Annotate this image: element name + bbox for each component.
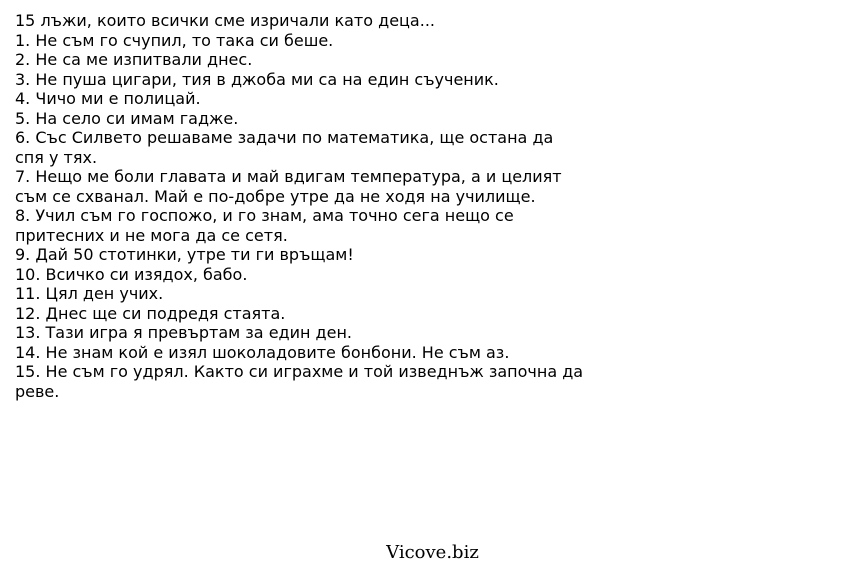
joke-item-13: 13. Тази игра я превъртам за един ден.	[15, 323, 352, 342]
joke-item-15: 15. Не съм го удрял. Както си играхме и той изведнъж започна да реве.	[15, 362, 584, 401]
joke-title: 15 лъжи, които всички сме изричали като деца...	[15, 11, 435, 30]
joke-item-2: 2. Не са ме изпитвали днес.	[15, 50, 253, 69]
joke-item-3: 3. Не пуша цигари, тия в джоба ми са на един съученик.	[15, 69, 499, 89]
joke-item-1: 1. Не съм го счупил, то така си беше.	[15, 30, 334, 50]
joke-item-5: 5. На село си имам гадже.	[15, 108, 239, 128]
joke-item-14: 14. Не знам кой е изял шоколадовите бонбони. Не съм аз.	[15, 342, 510, 362]
joke-item-10: 10. Всичко си изядох, бабо.	[15, 264, 248, 284]
joke-item-12: 12. Днес ще си подредя стаята.	[15, 303, 286, 323]
joke-item-9: 9. Дай 50 стотинки, утре ти ги връщам!	[15, 245, 354, 264]
joke-text	[15, 11, 585, 401]
joke-item-6: 6. Със Силвето решаваме задачи по математика, ще остана да спя у тях.	[15, 128, 554, 167]
site-watermark: Vicove.biz	[386, 542, 479, 563]
joke-item-8: 8. Учил съм го госпожо, и го знам, ама точно сега нещо се притесних и не мога да се сетя.	[15, 206, 514, 245]
joke-item-11: 11. Цял ден учих.	[15, 284, 164, 303]
joke-item-4: 4. Чичо ми е полицай.	[15, 89, 201, 108]
joke-item-7: 7. Нещо ме боли главата и май вдигам температура, а и целият съм се схванал. Май е по-добре утре да не ходя на училище.	[15, 167, 562, 206]
